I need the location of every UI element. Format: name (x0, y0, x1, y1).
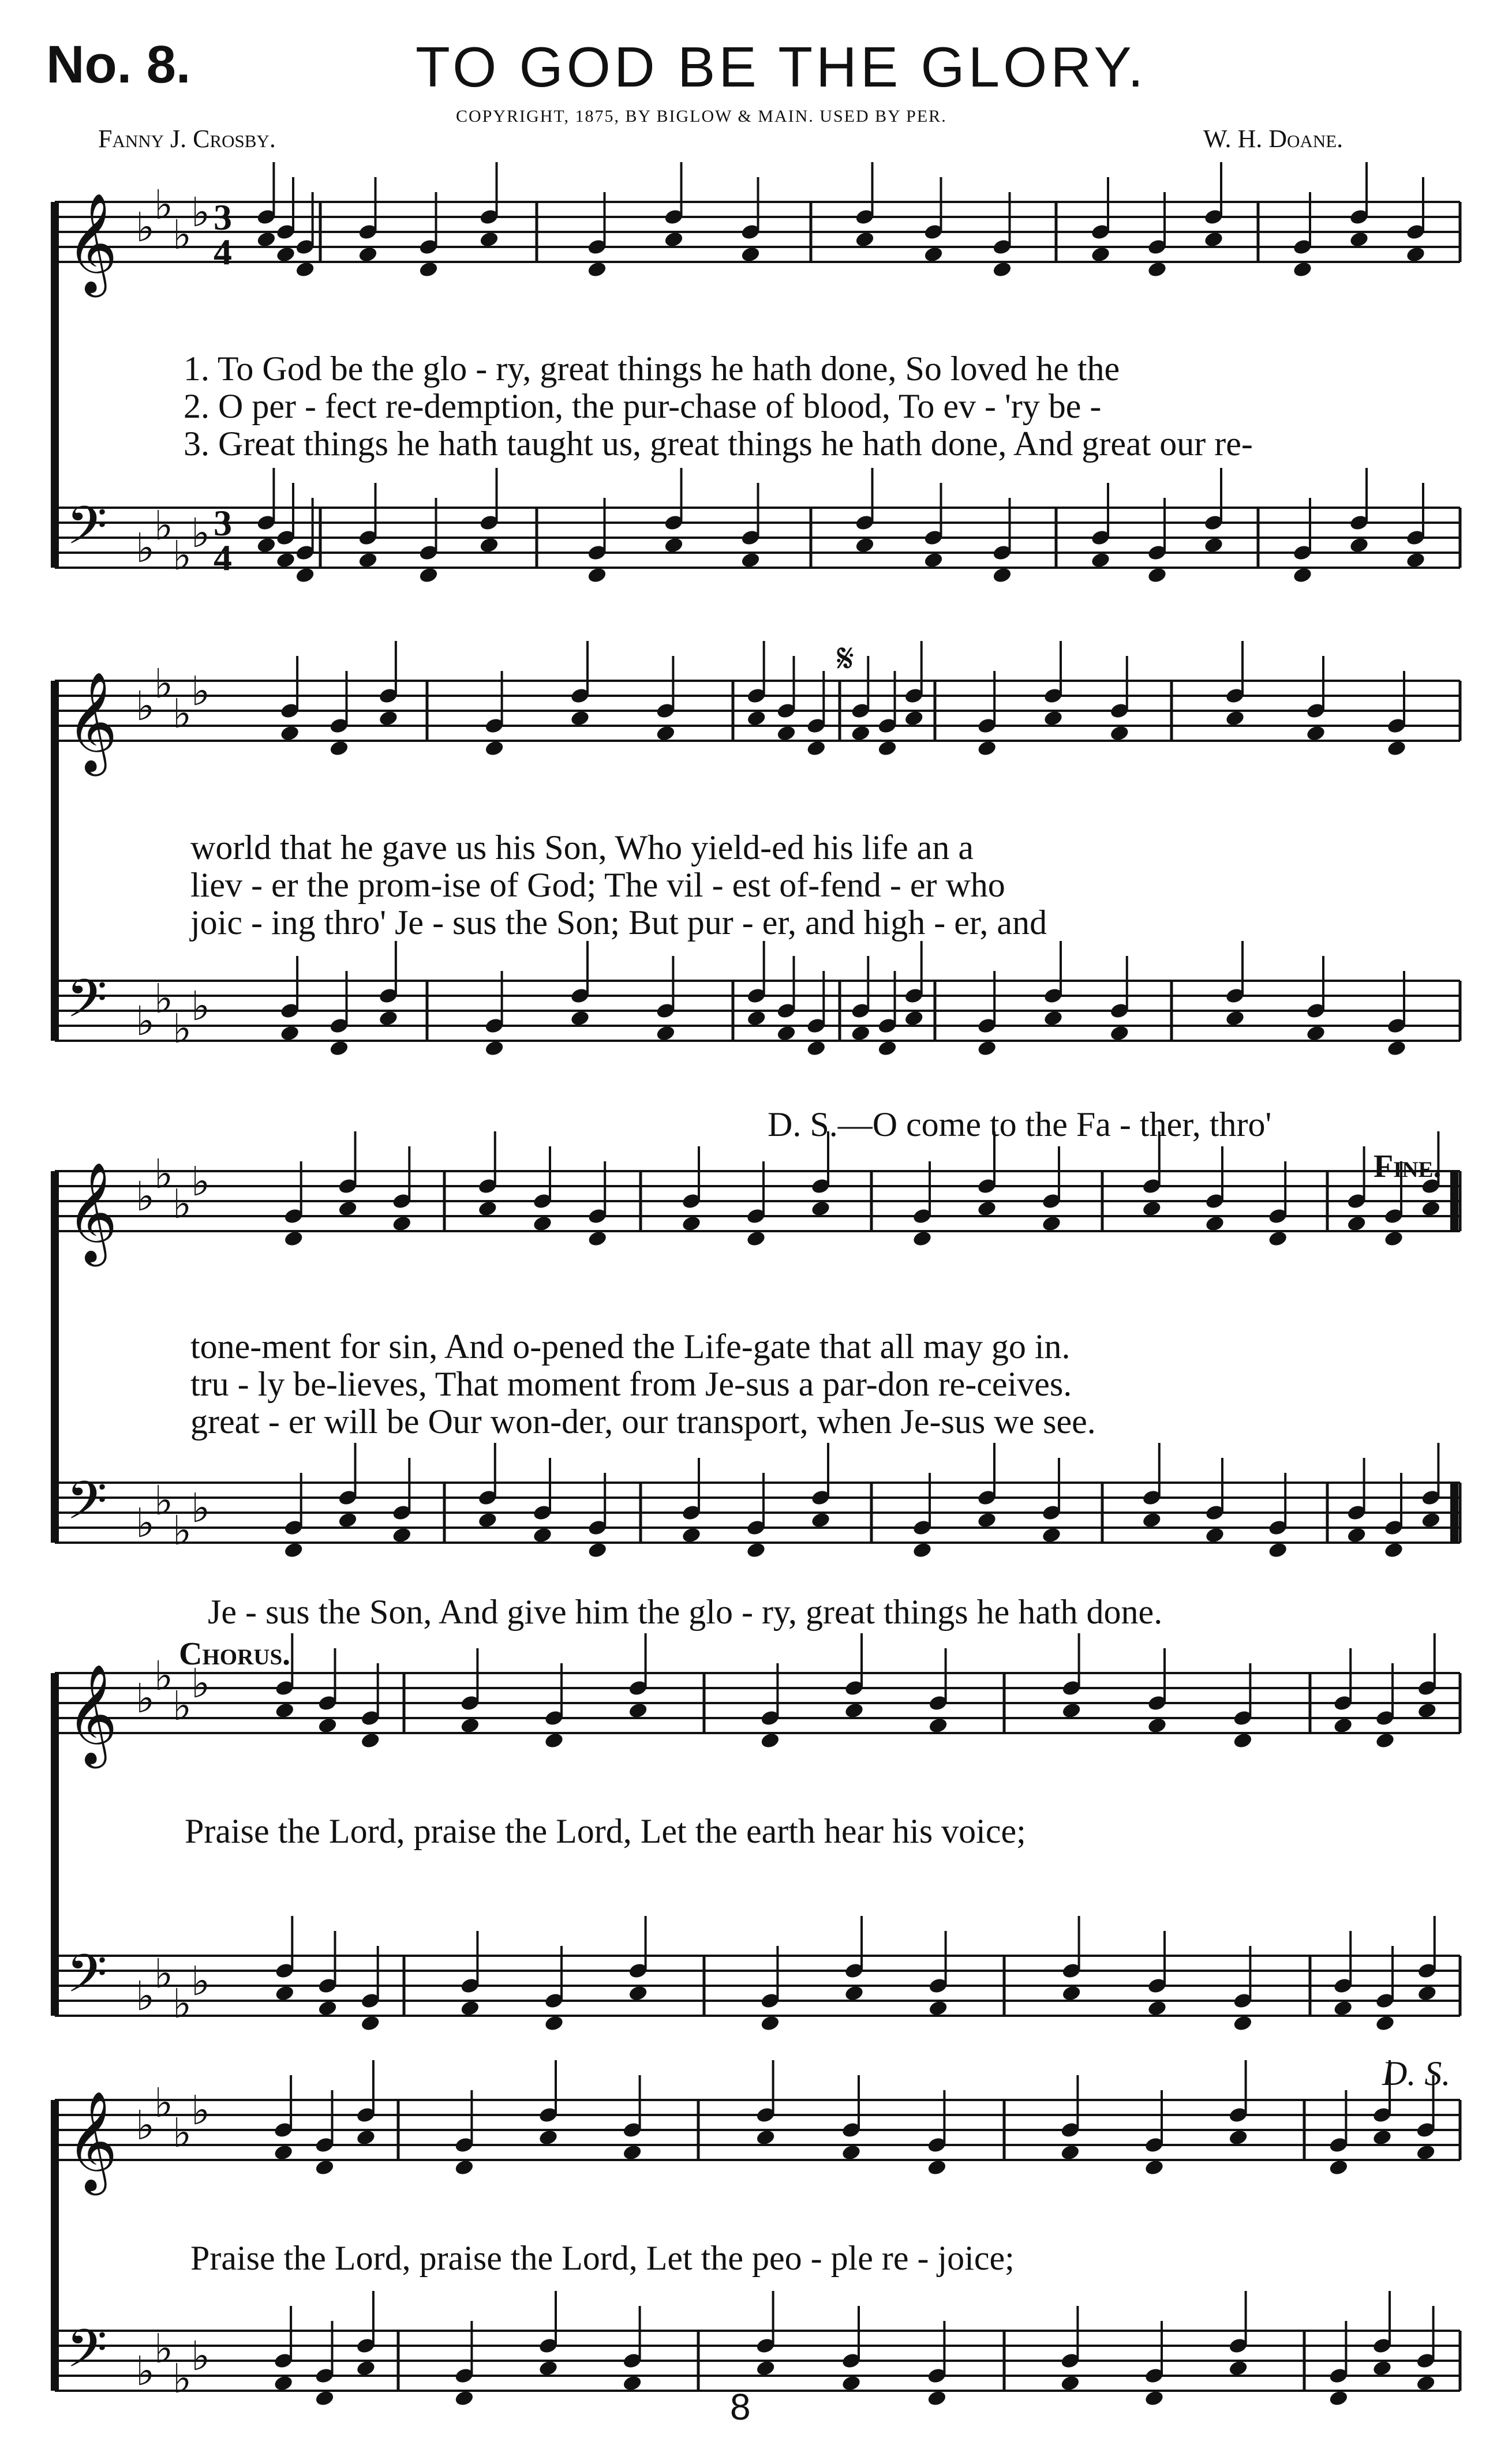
note-head (1421, 1512, 1442, 1529)
note-head (1416, 2144, 1436, 2162)
note-head (1292, 261, 1313, 279)
note-head (358, 552, 379, 569)
ds-lyric-line-2: Je - sus the Son, And give him the glo - ry, great things he hath done. (208, 1593, 1163, 1631)
note-head (1204, 1215, 1225, 1233)
lyric-verse-3-line-3: great - er will be Our won-der, our transport, when Je-sus we see. (190, 1402, 1096, 1441)
note-head (976, 1040, 997, 1057)
note-head (1061, 1702, 1082, 1720)
lyric-verse-1-line-2: world that he gave us his Son, Who yield-ed his life an a (190, 828, 974, 867)
note-head (810, 1200, 831, 1218)
note-head (1328, 2390, 1349, 2407)
flat-icon: ♭ (154, 1950, 174, 1997)
lyric-verse-1-line-3: tone-ment for sin, And o-pened the Life-gate that all may go in. (190, 1327, 1071, 1366)
note-head (740, 246, 761, 264)
bass-clef-icon: 𝄢 (66, 2318, 107, 2392)
flat-icon: ♭ (136, 204, 155, 251)
note-head (360, 1732, 381, 1750)
note-head (1228, 2129, 1249, 2147)
note-head (628, 1985, 649, 2002)
note-head (329, 1040, 350, 1057)
note-head (1147, 567, 1167, 584)
bass-clef-icon: 𝄢 (66, 968, 107, 1042)
note-head (317, 2000, 338, 2017)
note-head (378, 710, 399, 727)
note-head (570, 710, 590, 727)
chorus-lyric-line-2: Praise the Lord, praise the Lord, Let the peo - ple re - joice; (190, 2239, 1015, 2277)
flat-icon: ♭ (191, 982, 211, 1030)
note-head (1228, 2360, 1249, 2377)
flat-icon: ♭ (191, 1957, 211, 2005)
flat-icon: ♭ (173, 1980, 192, 2027)
treble-clef-icon: 𝄞 (66, 2091, 118, 2191)
lyric-verse-1-line-1: 1. To God be the glo - ry, great things he hath done, So loved he the (184, 350, 1120, 388)
note-head (1233, 2015, 1253, 2032)
note-head (391, 1215, 412, 1233)
bass-clef-icon: 𝄢 (66, 495, 107, 569)
note-head (904, 1010, 925, 1027)
note-head (760, 2015, 781, 2032)
note-head (1144, 2159, 1165, 2177)
flat-icon: ♭ (173, 1507, 192, 1554)
note-head (976, 740, 997, 757)
note-head (806, 740, 826, 757)
flat-icon: ♭ (191, 1158, 211, 1205)
note-head (1203, 231, 1224, 249)
note-head (273, 2375, 294, 2392)
note-head (538, 2360, 559, 2377)
note-head (1090, 552, 1111, 569)
chorus-lyric-line-1: Praise the Lord, praise the Lord, Let the earth hear his voice; (185, 1812, 1026, 1850)
note-head (338, 1200, 358, 1218)
composer-credit: W. H. Doane. (1203, 125, 1343, 153)
note-head (1109, 725, 1130, 742)
flat-icon: ♭ (173, 211, 192, 258)
note-head (760, 1732, 781, 1750)
note-head (1416, 2375, 1436, 2392)
note-head (355, 2360, 376, 2377)
note-head (587, 261, 608, 279)
note-head (587, 1542, 608, 1559)
note-head (1375, 2015, 1395, 2032)
note-head (484, 1040, 505, 1057)
note-head (1372, 2129, 1393, 2147)
note-head (923, 246, 944, 264)
note-head (1061, 1985, 1082, 2002)
lyric-verse-3-line-2: joic - ing thro' Je - sus the Son; But pur - er, and high - er, and (190, 903, 1047, 942)
note-head (622, 2375, 643, 2392)
note-head (1090, 246, 1111, 264)
note-head (1041, 1527, 1062, 1544)
note-head (1142, 1200, 1162, 1218)
flat-icon: ♭ (136, 682, 155, 730)
note-head (418, 567, 439, 584)
bass-clef-icon: 𝄢 (66, 1470, 107, 1544)
ds-marking: D. S. (1382, 2054, 1451, 2092)
note-head (275, 552, 296, 569)
note-head (317, 1717, 338, 1735)
note-head (855, 231, 875, 249)
note-head (538, 2129, 559, 2147)
note-head (279, 725, 300, 742)
note-head (664, 537, 684, 554)
note-head (1041, 1215, 1062, 1233)
note-head (1333, 2000, 1353, 2017)
note-head (628, 1702, 649, 1720)
treble-clef-icon: 𝄞 (66, 193, 118, 293)
note-head (283, 1542, 304, 1559)
flat-icon: ♭ (173, 1180, 192, 1228)
note-head (484, 740, 505, 757)
flat-icon: ♭ (191, 1484, 211, 1532)
note-head (479, 231, 500, 249)
flat-icon: ♭ (136, 2347, 155, 2395)
note-head (746, 1542, 766, 1559)
note-head (1267, 1542, 1288, 1559)
note-head (681, 1215, 702, 1233)
note-head (1147, 2000, 1167, 2017)
note-head (338, 1512, 358, 1529)
flat-icon: ♭ (136, 1675, 155, 1722)
flat-icon: ♭ (191, 509, 211, 557)
note-head (460, 1717, 481, 1735)
note-head (275, 246, 296, 264)
note-head (850, 1025, 871, 1042)
note-head (274, 1702, 295, 1720)
note-head (1349, 231, 1369, 249)
flat-icon: ♭ (154, 1652, 174, 1700)
note-head (928, 1717, 949, 1735)
note-head (358, 246, 379, 264)
note-head (477, 1200, 498, 1218)
lyric-verse-2-line-1: 2. O per - fect re-demption, the pur-chase of blood, To ev - 'ry be - (184, 387, 1102, 425)
note-head (454, 2159, 475, 2177)
note-head (923, 552, 944, 569)
note-head (656, 1025, 676, 1042)
flat-icon: ♭ (154, 660, 174, 707)
note-head (378, 1010, 399, 1027)
time-signature-top: 3 (214, 197, 232, 238)
note-head (681, 1527, 702, 1544)
chorus-label: Chorus. (179, 1636, 291, 1672)
note-head (315, 2390, 335, 2407)
note-head (1417, 1702, 1438, 1720)
note-head (1333, 1717, 1353, 1735)
flat-icon: ♭ (136, 1972, 155, 2020)
note-head (544, 1732, 564, 1750)
ds-lyric-line-1: D. S.—O come to the Fa - ther, thro' (768, 1105, 1272, 1143)
note-head (355, 2129, 376, 2147)
note-head (912, 1542, 933, 1559)
note-head (1267, 1230, 1288, 1248)
note-head (976, 1200, 997, 1218)
note-head (295, 261, 316, 279)
note-head (1043, 1010, 1064, 1027)
time-signature-top: 3 (214, 502, 232, 543)
note-head (746, 1230, 766, 1248)
flat-icon: ♭ (136, 997, 155, 1045)
fine-marking: Fine. (1374, 1149, 1442, 1184)
note-head (622, 2144, 643, 2162)
lyric-verse-3-line-1: 3. Great things he hath taught us, great things he hath done, And great our re- (184, 425, 1253, 463)
flat-icon: ♭ (154, 502, 174, 549)
note-head (1225, 710, 1245, 727)
flat-icon: ♭ (154, 181, 174, 228)
note-head (532, 1527, 553, 1544)
note-head (746, 1010, 767, 1027)
note-head (256, 231, 277, 249)
note-head (740, 552, 761, 569)
note-head (1144, 2390, 1165, 2407)
note-head (755, 2360, 776, 2377)
note-head (532, 1215, 553, 1233)
flat-icon: ♭ (136, 524, 155, 572)
note-head (1305, 725, 1326, 742)
note-head (1225, 1010, 1245, 1027)
note-head (656, 725, 676, 742)
note-head (1421, 1200, 1442, 1218)
note-head (776, 1025, 797, 1042)
flat-icon: ♭ (136, 2102, 155, 2149)
lyric-verse-2-line-3: tru - ly be-lieves, That moment from Je-sus a par-don re-ceives. (190, 1365, 1072, 1403)
flat-icon: ♭ (136, 1499, 155, 1547)
note-head (806, 1040, 826, 1057)
note-head (295, 567, 316, 584)
note-head (1204, 1527, 1225, 1544)
note-head (927, 2390, 948, 2407)
note-head (1292, 567, 1313, 584)
lyric-verse-2-line-2: liev - er the prom-ise of God; The vil - est of-fend - er who (190, 866, 1005, 904)
note-head (844, 1985, 864, 2002)
note-head (810, 1512, 831, 1529)
time-signature-bottom: 4 (214, 231, 232, 272)
note-head (418, 261, 439, 279)
note-head (1346, 1527, 1367, 1544)
note-head (841, 2144, 862, 2162)
note-head (1305, 1025, 1326, 1042)
note-head (1147, 261, 1167, 279)
note-head (1383, 1542, 1404, 1559)
note-head (928, 2000, 949, 2017)
flat-icon: ♭ (173, 2109, 192, 2157)
note-head (664, 231, 684, 249)
flat-icon: ♭ (154, 2079, 174, 2127)
note-head (544, 2015, 564, 2032)
note-head (477, 1512, 498, 1529)
flat-icon: ♭ (136, 1173, 155, 1220)
lyricist-credit: Fanny J. Crosby. (98, 125, 276, 153)
note-head (992, 261, 1013, 279)
note-head (1405, 246, 1426, 264)
note-head (1346, 1215, 1367, 1233)
note-head (1386, 740, 1407, 757)
hymn-title: TO GOD BE THE GLORY. (416, 35, 1147, 99)
note-head (1060, 2144, 1081, 2162)
note-head (279, 1025, 300, 1042)
note-head (454, 2390, 475, 2407)
note-head (904, 710, 925, 727)
copyright-notice: COPYRIGHT, 1875, BY BIGLOW & MAIN. USED BY PER. (456, 107, 947, 126)
note-head (1349, 537, 1369, 554)
note-head (273, 2144, 294, 2162)
note-head (927, 2159, 948, 2177)
flat-icon: ♭ (173, 2355, 192, 2402)
page-number: 8 (730, 2386, 751, 2428)
flat-icon: ♭ (154, 1477, 174, 1524)
note-head (850, 725, 871, 742)
note-head (1417, 1985, 1438, 2002)
flat-icon: ♭ (191, 667, 211, 715)
note-head (256, 537, 277, 554)
time-signature-bottom: 4 (214, 537, 232, 578)
note-head (912, 1230, 933, 1248)
flat-icon: ♭ (154, 1150, 174, 1198)
note-head (360, 2015, 381, 2032)
note-head (746, 710, 767, 727)
note-head (1328, 2159, 1349, 2177)
note-head (1147, 1717, 1167, 1735)
note-head (844, 1702, 864, 1720)
flat-icon: ♭ (191, 2332, 211, 2380)
note-head (841, 2375, 862, 2392)
note-head (570, 1010, 590, 1027)
flat-icon: ♭ (191, 1660, 211, 1707)
bass-clef-icon: 𝄢 (66, 1943, 107, 2017)
flat-icon: ♭ (173, 532, 192, 579)
note-head (755, 2129, 776, 2147)
note-head (1383, 1230, 1404, 1248)
note-head (1233, 1732, 1253, 1750)
note-head (855, 537, 875, 554)
note-head (391, 1527, 412, 1544)
flat-icon: ♭ (191, 189, 211, 236)
note-head (587, 1230, 608, 1248)
note-head (976, 1512, 997, 1529)
note-head (274, 1985, 295, 2002)
flat-icon: ♭ (173, 1005, 192, 1052)
note-head (992, 567, 1013, 584)
note-head (1109, 1025, 1130, 1042)
note-head (587, 567, 608, 584)
note-head (1375, 1732, 1395, 1750)
flat-icon: ♭ (154, 2325, 174, 2372)
flat-icon: ♭ (173, 1682, 192, 1730)
treble-clef-icon: 𝄞 (66, 672, 118, 772)
note-head (479, 537, 500, 554)
note-head (1043, 710, 1064, 727)
note-head (315, 2159, 335, 2177)
note-head (1142, 1512, 1162, 1529)
note-head (877, 740, 898, 757)
note-head (877, 1040, 898, 1057)
segno-icon: 𝄋 (837, 635, 855, 682)
flat-icon: ♭ (154, 975, 174, 1022)
note-head (283, 1230, 304, 1248)
note-head (1203, 537, 1224, 554)
note-head (460, 2000, 481, 2017)
flat-icon: ♭ (173, 690, 192, 737)
note-head (1060, 2375, 1081, 2392)
hymn-number: No. 8. (46, 35, 191, 94)
note-head (1386, 1040, 1407, 1057)
treble-clef-icon: 𝄞 (66, 1162, 118, 1262)
note-head (1405, 552, 1426, 569)
note-head (776, 725, 797, 742)
treble-clef-icon: 𝄞 (66, 1664, 118, 1764)
note-head (1372, 2360, 1393, 2377)
flat-icon: ♭ (191, 2087, 211, 2134)
note-head (329, 740, 350, 757)
